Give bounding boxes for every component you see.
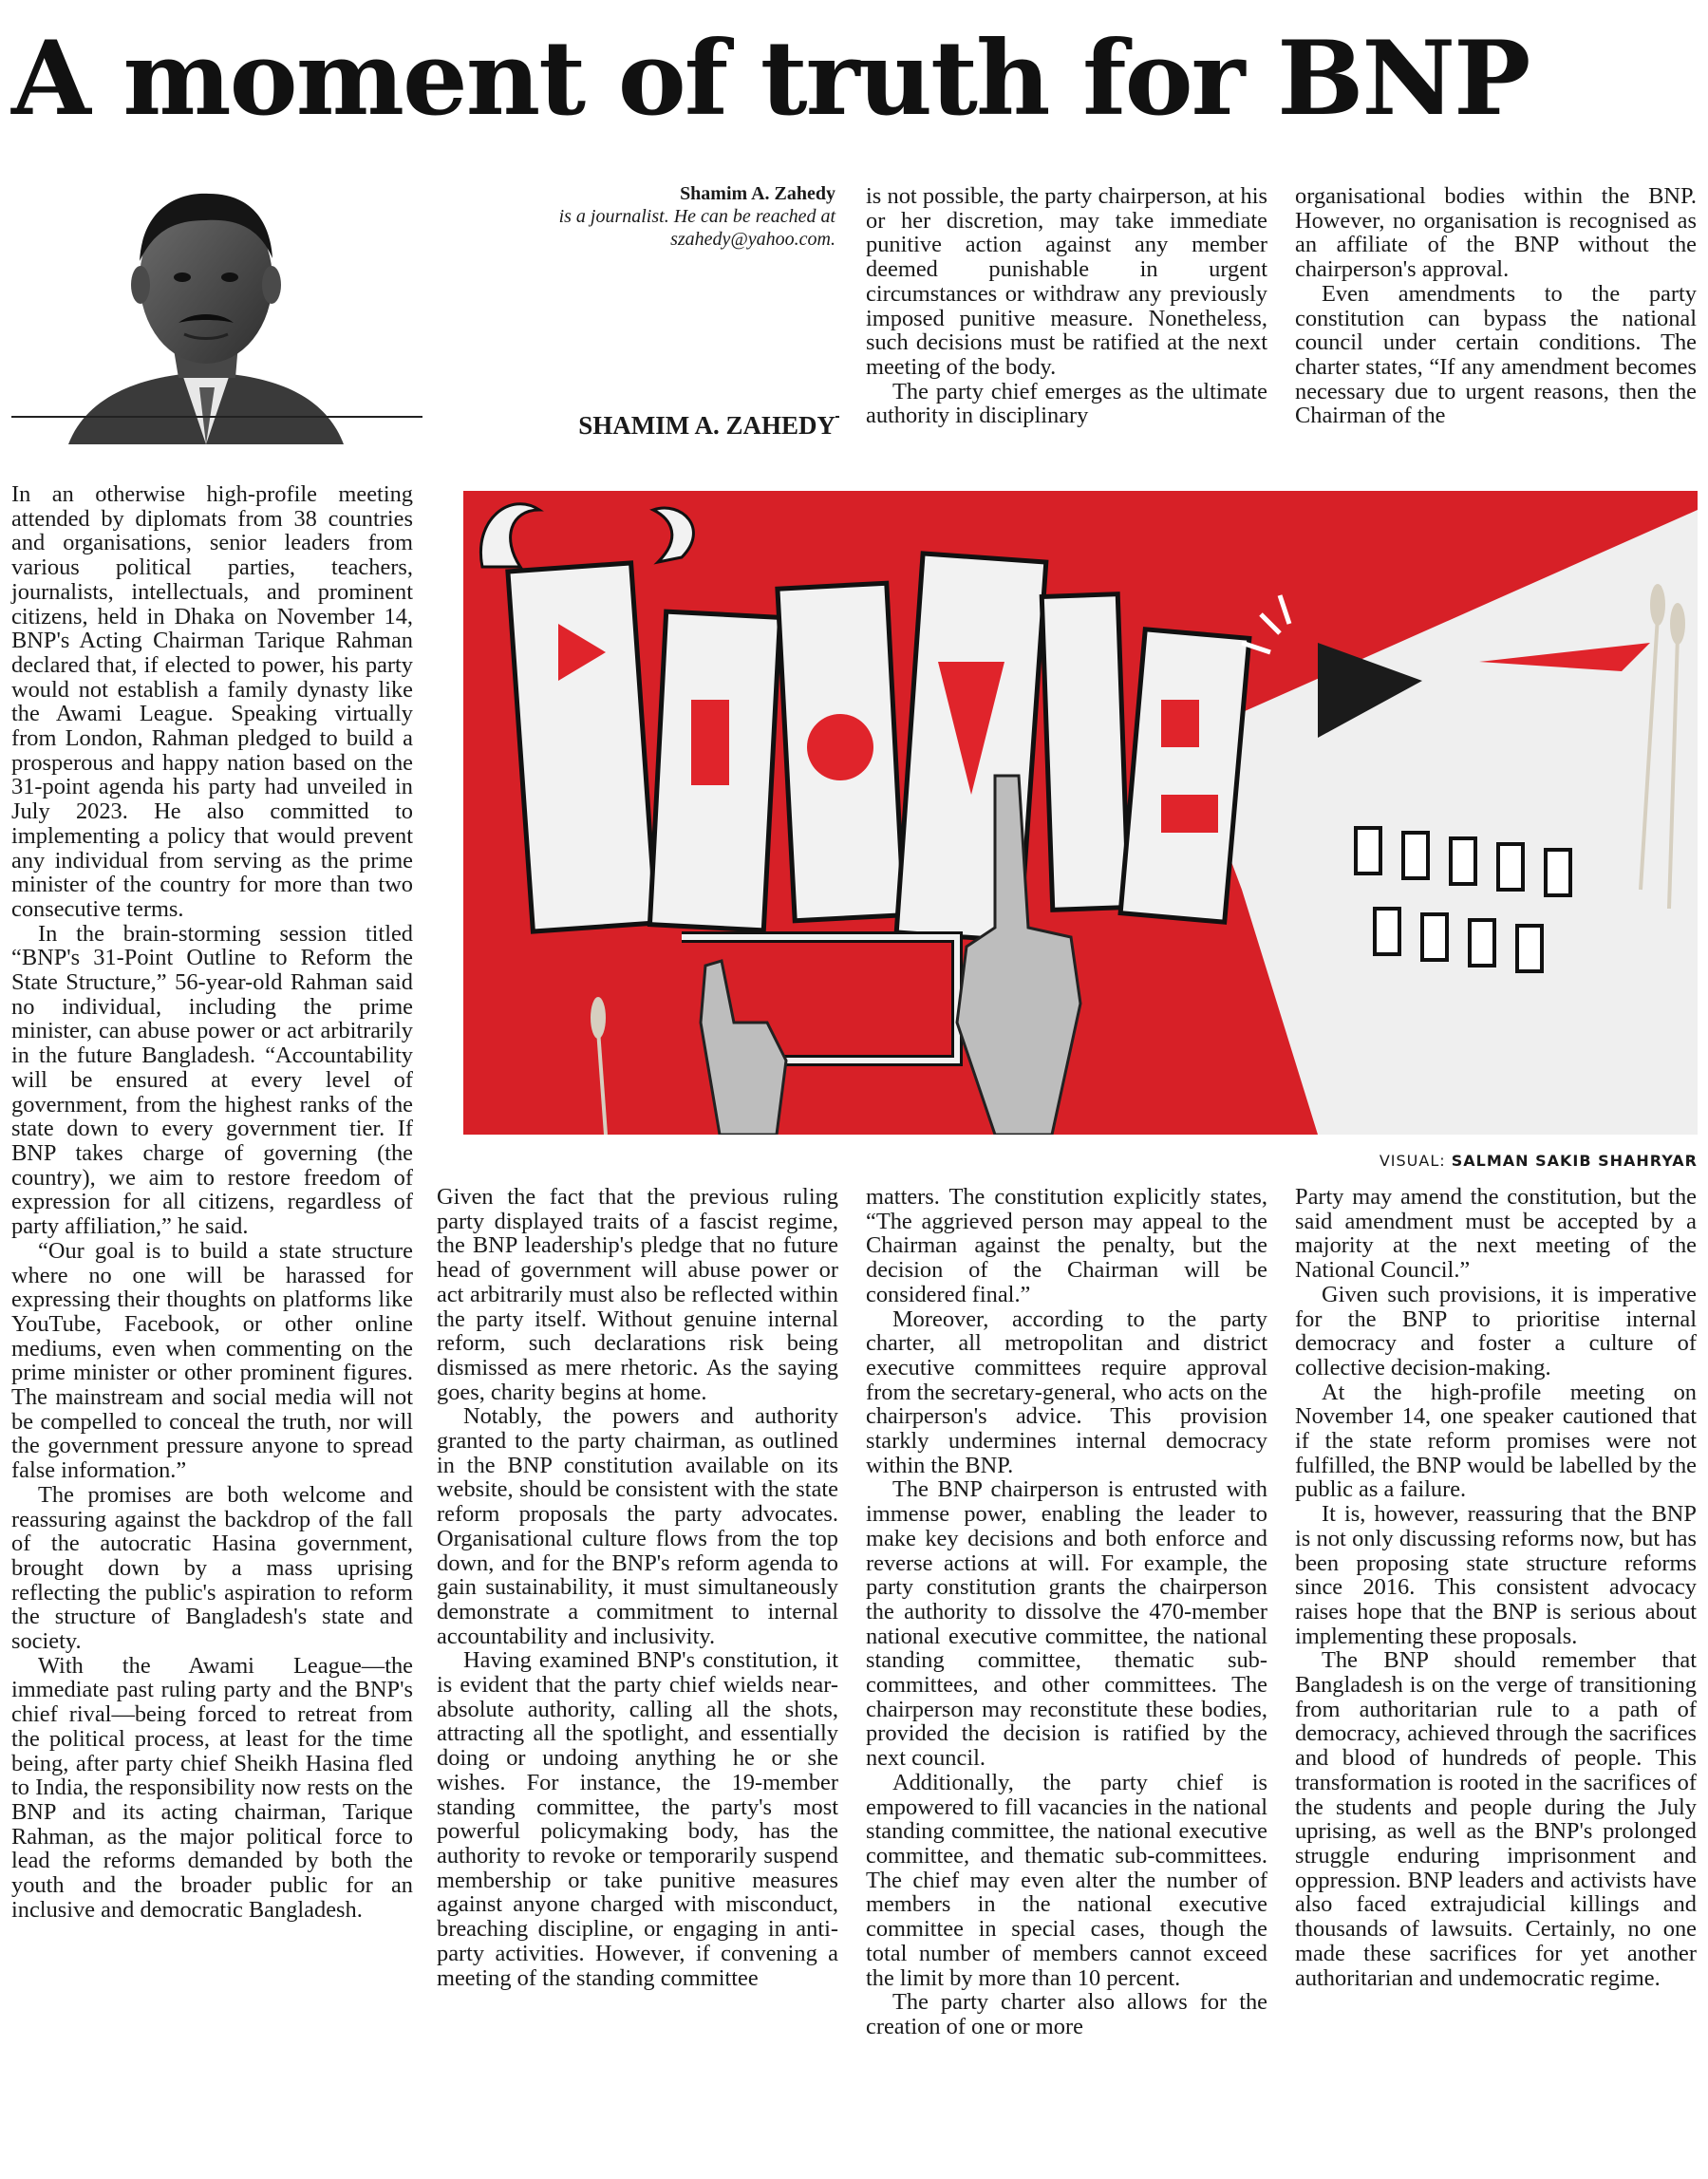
author-name-caps: SHAMIM A. ZAHEDY	[422, 403, 835, 448]
author-photo	[11, 171, 415, 444]
paragraph: In the brain-storming session titled “BNP's 31-Point Outline to Reform the State Structure,” 56-year-old Rahman said no individual, including the prime minister, can abuse power or act arbitrarily in the future Bangladesh. “Accountability will be ensured at every level of government, from the highest ranks of the state down to every government tier. If BNP takes charge of governing (the country), we aim to restore freedom of expression for all citizens, regardless of party affiliation,” he said.	[11, 920, 413, 1240]
paragraph: Even amendments to the party constitution can bypass the national council under certain conditions. The charter states, “If any amendment becomes necessary due to urgent reasons, then the Chairman of the	[1295, 280, 1697, 429]
paragraph: Having examined BNP's constitution, it is evident that the party chief wields near-absolute authority, calling all the shots, attracting all the spotlight, and essentially doing or undoing anything he or she wishes. For instance, the 19-member standing committee, the party's most powerful policymaking body, has the authority to revoke or temporarily suspend membership or take punitive measures against anyone charged with misconduct, breaching discipline, or engaging in anti-party activities. However, if convening a meeting of the standing committee	[437, 1647, 838, 1991]
column-3	[866, 1185, 1267, 2039]
column-top-right	[1295, 184, 1697, 428]
paragraph: Notably, the powers and authority granted to the party chairman, as outlined in the BNP constitution available on its website, should be consistent with the state reform proposals the party advocates. Organisational culture flows from the top down, and for the BNP's reform agenda to gain sustainability, it must simultaneously demonstrate a commitment to internal accountability and inclusivity.	[437, 1403, 838, 1649]
byline-block	[422, 182, 835, 251]
paragraph: The BNP chairperson is entrusted with immense power, enabling the leader to make key decisions and both enforce and reverse actions at will. For example, the party constitution grants the chairperson the authority to dissolve the 470-member national executive committee, the national standing committee, thematic sub-committees, and other committees. The chairperson may reconstitute these bodies, provided the decision is ratified by the next council.	[866, 1476, 1267, 1772]
paragraph: Given the fact that the previous ruling party displayed traits of a fascist regime, the BNP leadership's pledge that no future head of government will abuse power or act arbitrarily must also be reflected within the party itself. Without genuine internal reform, such declarations risk being dismissed as mere rhetoric. As the saying goes, charity begins at home.	[437, 1184, 838, 1405]
column-2	[437, 1185, 838, 1990]
column-4	[1295, 1185, 1697, 1990]
column-1	[11, 482, 413, 1922]
byline-description: is a journalist. He can be reached at szahedy@yahoo.com.	[558, 206, 835, 250]
paragraph: Moreover, according to the party charter, all metropolitan and district executive committees require approval from the secretary-general, who acts on the chairperson's advice. This provision starkly undermines internal democracy within the BNP.	[866, 1306, 1267, 1478]
paragraph: The BNP should remember that Bangladesh is on the verge of transitioning from authoritarian rule to a path of democracy, achieved through the sacrifices and blood of hundreds of people. This transformation is rooted in the sacrifices of the students and people during the July uprising, as well as the BNP's prolonged struggle enduring imprisonment and oppression. BNP leaders and activists have also faced extrajudicial killings and thousands of lawsuits. Certainly, no one made these sacrifices for yet another authoritarian and undemocratic regime.	[1295, 1647, 1697, 1991]
paragraph: Given such provisions, it is imperative for the BNP to prioritise internal democracy and foster a culture of collective decision-making.	[1295, 1281, 1697, 1381]
paragraph: “Our goal is to build a state structure where no one will be harassed for expressing their thoughts on platforms like YouTube, Facebook, or other online mediums, even when commenting on the prime minister or other prominent figures. The mainstream and social media will not be compelled to conceal the truth, nor will the government pressure anyone to spread false information.”	[11, 1237, 413, 1484]
promise-illustration	[463, 491, 1698, 1135]
paragraph: The party charter also allows for the creation of one or more	[866, 1989, 1267, 2039]
paragraph: With the Awami League—the immediate past ruling party and the BNP's chief rival—being forced to retreat from the political process, at least for the time being, after party chief Sheikh Hasina fled to India, the responsibility now rests on the BNP and its acting chairman, Tarique Rahman, as the major political force to lead the reforms demanded by both the youth and the broader public for an inclusive and democratic Bangladesh.	[11, 1652, 413, 1923]
paragraph: Party may amend the constitution, but the said amendment must be accepted by a majority at the next meeting of the National Council.”	[1295, 1184, 1697, 1284]
paragraph: The promises are both welcome and reassuring against the backdrop of the fall of the autocratic Hasina government, brought down by a mass uprising reflecting the public's aspiration to reform the structure of Bangladesh's state and society.	[11, 1481, 413, 1655]
paragraph: The party chief emerges as the ultimate authority in disciplinary	[866, 378, 1267, 429]
paragraph: organisational bodies within the BNP. However, no organisation is recognised as an affiliate of the BNP without the chairperson's approval.	[1295, 183, 1697, 283]
paragraph: At the high-profile meeting on November 14, one speaker cautioned that if the state reform promises were not fulfilled, the BNP would be labelled by the public as a failure.	[1295, 1379, 1697, 1503]
credit-name: SALMAN SAKIB SHAHRYAR	[1451, 1152, 1698, 1170]
headline: A moment of truth for BNP	[11, 19, 1530, 139]
column-top-middle	[866, 184, 1267, 428]
paragraph: In an otherwise high-profile meeting attended by diplomats from 38 countries and organisations, senior leaders from various political parties, teachers, journalists, intellectuals, and prominent citizens, held in Dhaka on November 14, BNP's Acting Chairman Tarique Rahman declared that, if elected to power, his party would not establish a family dynasty like the Awami League. Speaking virtually from London, Rahman pledged to build a prosperous and happy nation based on the 31-point agenda his party had unveiled in July 2023. He also committed to implementing a policy that would prevent any individual from serving as the prime minister of the country for more than two consecutive terms.	[11, 481, 413, 922]
paragraph: Additionally, the party chief is empowered to fill vacancies in the national standing committee, the national executive committee, and thematic sub-committees. The chief may even alter the number of members in the national executive committee in special cases, though the total number of members cannot exceed the limit by more than 10 percent.	[866, 1769, 1267, 1991]
paragraph: It is, however, reassuring that the BNP is not only discussing reforms now, but has been proposing state structure reforms since 2016. This consistent advocacy raises hope that the BNP is serious about implementing these proposals.	[1295, 1501, 1697, 1649]
byline-name: Shamim A. Zahedy	[680, 183, 835, 204]
credit-label: VISUAL:	[1379, 1152, 1446, 1170]
paragraph: matters. The constitution explicitly states, “The aggrieved person may appeal to the Chairman against the penalty, but the decision of the Chairman will be considered final.”	[866, 1184, 1267, 1307]
paragraph: is not possible, the party chairperson, at his or her discretion, may take immediate punitive action against any member deemed punishable in urgent circumstances or withdraw any previously imposed punitive measure. Nonetheless, such decisions must be ratified at the next meeting of the body.	[866, 183, 1267, 380]
illustration-credit	[1329, 1151, 1698, 1172]
